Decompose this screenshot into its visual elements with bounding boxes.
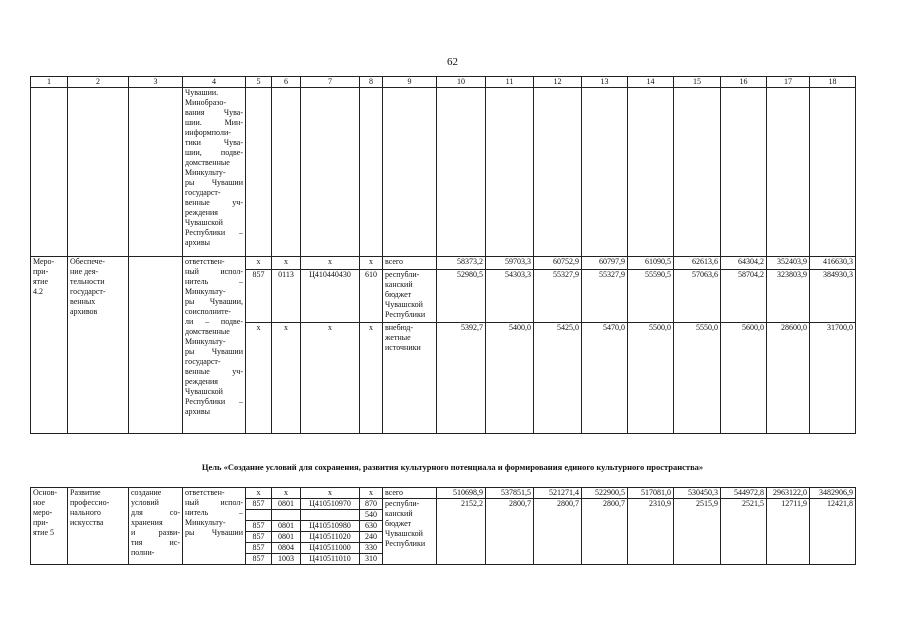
header-cell: 14 [628, 77, 674, 88]
value-cell: 530450,3 [674, 488, 721, 499]
code-section-cell: 0801 [272, 499, 301, 510]
value-cell: 5425,0 [534, 323, 582, 434]
header-cell: 11 [486, 77, 534, 88]
header-cell: 4 [183, 77, 246, 88]
code-section-cell: 0801 [272, 521, 301, 532]
value-cell: 5600,0 [721, 323, 767, 434]
funding-source-cell: республи- канский бюджет Чувашской Республики [383, 499, 437, 565]
code-target-cell: x [301, 323, 360, 434]
code-target-cell: Ц410510980 [301, 521, 360, 532]
header-cell: 10 [437, 77, 486, 88]
column-number-row [31, 77, 856, 88]
responsible-executors-cell: Чувашии. Минобразо- вания Чува- шии. Мин- информпoли- тики Чува- шии, подве- домственные Минкульту- ры Чувашии государст- венные уч- реждения Чувашской Республики – архивы [183, 88, 246, 257]
code-section-cell: 0801 [272, 532, 301, 543]
value-cell: 2963122,0 [767, 488, 810, 499]
code-grbs-cell: 857 [246, 521, 272, 532]
value-cell: 55590,5 [628, 270, 674, 323]
code-grbs-cell [246, 510, 272, 521]
event-number-cell: Основ- ное меро- при- ятие 5 [31, 488, 68, 565]
value-cell: 510698,9 [437, 488, 486, 499]
code-type-cell: 610 [360, 270, 383, 323]
value-cell: 521271,4 [534, 488, 582, 499]
code-section-cell: 0113 [272, 270, 301, 323]
code-type-cell: x [360, 257, 383, 270]
responsible-executors-cell: ответствен- ный испол- нитель – Минкульту- ры Чувашии, соисполните- ли – подве- домственные Минкульту- ры Чувашии государст- венные уч- реждения Чувашской Республики – архивы [183, 257, 246, 434]
value-cell: 5500,0 [628, 323, 674, 434]
value-cell: 59703,3 [486, 257, 534, 270]
header-cell: 8 [360, 77, 383, 88]
code-grbs-cell: 857 [246, 543, 272, 554]
code-grbs-cell: x [246, 323, 272, 434]
value-cell: 3482906,9 [810, 488, 856, 499]
code-grbs-cell: x [246, 488, 272, 499]
value-cell: 12711,9 [767, 499, 810, 565]
value-cell: 64304,2 [721, 257, 767, 270]
value-cell: 2310,9 [628, 499, 674, 565]
header-cell: 12 [534, 77, 582, 88]
value-cell: 55327,9 [582, 270, 628, 323]
value-cell: 54303,3 [486, 270, 534, 323]
funding-source-cell: внебюд- жетные источники [383, 323, 437, 434]
code-grbs-cell: 857 [246, 532, 272, 543]
code-target-cell: x [301, 488, 360, 499]
code-grbs-cell: 857 [246, 554, 272, 565]
code-type-cell: 330 [360, 543, 383, 554]
responsible-executors-cell: ответствен- ный испол- нитель – Минкульту- ры Чувашии [183, 488, 246, 565]
value-cell: 60752,9 [534, 257, 582, 270]
code-type-cell: 540 [360, 510, 383, 521]
value-cell: 60797,9 [582, 257, 628, 270]
value-cell: 323803,9 [767, 270, 810, 323]
code-section-cell: 0804 [272, 543, 301, 554]
value-cell: 58704,2 [721, 270, 767, 323]
goal-heading: Цель «Создание условий для сохранения, развития культурного потенциала и формирования единого культурного пространства» [201, 462, 704, 472]
value-cell: 2152,2 [437, 499, 486, 565]
value-cell: 537851,5 [486, 488, 534, 499]
code-section-cell: x [272, 323, 301, 434]
header-cell: 5 [246, 77, 272, 88]
value-cell: 2800,7 [534, 499, 582, 565]
continuation-row [31, 88, 856, 257]
code-target-cell: Ц410510970 [301, 499, 360, 510]
page-number: 62 [447, 56, 458, 68]
header-cell: 13 [582, 77, 628, 88]
value-cell: 2800,7 [486, 499, 534, 565]
value-cell: 544972,8 [721, 488, 767, 499]
code-type-cell: 630 [360, 521, 383, 532]
code-type-cell: 870 [360, 499, 383, 510]
code-grbs-cell: 857 [246, 270, 272, 323]
value-cell: 62613,6 [674, 257, 721, 270]
code-target-cell [301, 510, 360, 521]
code-target-cell: Ц410511010 [301, 554, 360, 565]
value-cell: 352403,9 [767, 257, 810, 270]
table-row [31, 488, 856, 499]
code-type-cell: 310 [360, 554, 383, 565]
code-grbs-cell: x [246, 257, 272, 270]
code-grbs-cell: 857 [246, 499, 272, 510]
code-section-cell: x [272, 488, 301, 499]
value-cell: 2800,7 [582, 499, 628, 565]
value-cell: 416630,3 [810, 257, 856, 270]
value-cell: 384930,3 [810, 270, 856, 323]
funding-source-cell: всего [383, 257, 437, 270]
event-goal-cell [129, 257, 183, 434]
funding-source-cell: республи- канский бюджет Чувашской Республики [383, 270, 437, 323]
header-cell: 9 [383, 77, 437, 88]
value-cell: 55327,9 [534, 270, 582, 323]
header-cell: 2 [68, 77, 129, 88]
header-cell: 18 [810, 77, 856, 88]
value-cell: 12421,8 [810, 499, 856, 565]
header-cell: 7 [301, 77, 360, 88]
header-cell: 3 [129, 77, 183, 88]
code-target-cell: Ц410511000 [301, 543, 360, 554]
header-cell: 17 [767, 77, 810, 88]
value-cell: 58373,2 [437, 257, 486, 270]
code-section-cell: 1003 [272, 554, 301, 565]
value-cell: 52980,5 [437, 270, 486, 323]
value-cell: 28600,0 [767, 323, 810, 434]
header-cell: 6 [272, 77, 301, 88]
code-type-cell: 240 [360, 532, 383, 543]
value-cell: 517081,0 [628, 488, 674, 499]
code-target-cell: x [301, 257, 360, 270]
budget-table-upper [30, 76, 856, 434]
value-cell: 5392,7 [437, 323, 486, 434]
value-cell: 31700,0 [810, 323, 856, 434]
value-cell: 2515,9 [674, 499, 721, 565]
table-row [31, 257, 856, 270]
event-number-cell: Меро- при- ятие 4.2 [31, 257, 68, 434]
value-cell: 61090,5 [628, 257, 674, 270]
value-cell: 57063,6 [674, 270, 721, 323]
header-cell: 15 [674, 77, 721, 88]
header-cell: 16 [721, 77, 767, 88]
event-goal-cell: создание условий для со- хранения и разви- тия ис- полни- [129, 488, 183, 565]
value-cell: 2521,5 [721, 499, 767, 565]
budget-table-lower [30, 487, 856, 565]
code-type-cell: x [360, 323, 383, 434]
code-type-cell: x [360, 488, 383, 499]
event-name-cell: Развитие профессио- нального искусства [68, 488, 129, 565]
value-cell: 522900,5 [582, 488, 628, 499]
value-cell: 5400,0 [486, 323, 534, 434]
code-target-cell: Ц410440430 [301, 270, 360, 323]
funding-source-cell: всего [383, 488, 437, 499]
event-name-cell: Обеспече- ние дея- тельности государст- венных архивов [68, 257, 129, 434]
header-cell: 1 [31, 77, 68, 88]
value-cell: 5550,0 [674, 323, 721, 434]
code-section-cell: x [272, 257, 301, 270]
code-target-cell: Ц410511020 [301, 532, 360, 543]
code-section-cell [272, 510, 301, 521]
value-cell: 5470,0 [582, 323, 628, 434]
